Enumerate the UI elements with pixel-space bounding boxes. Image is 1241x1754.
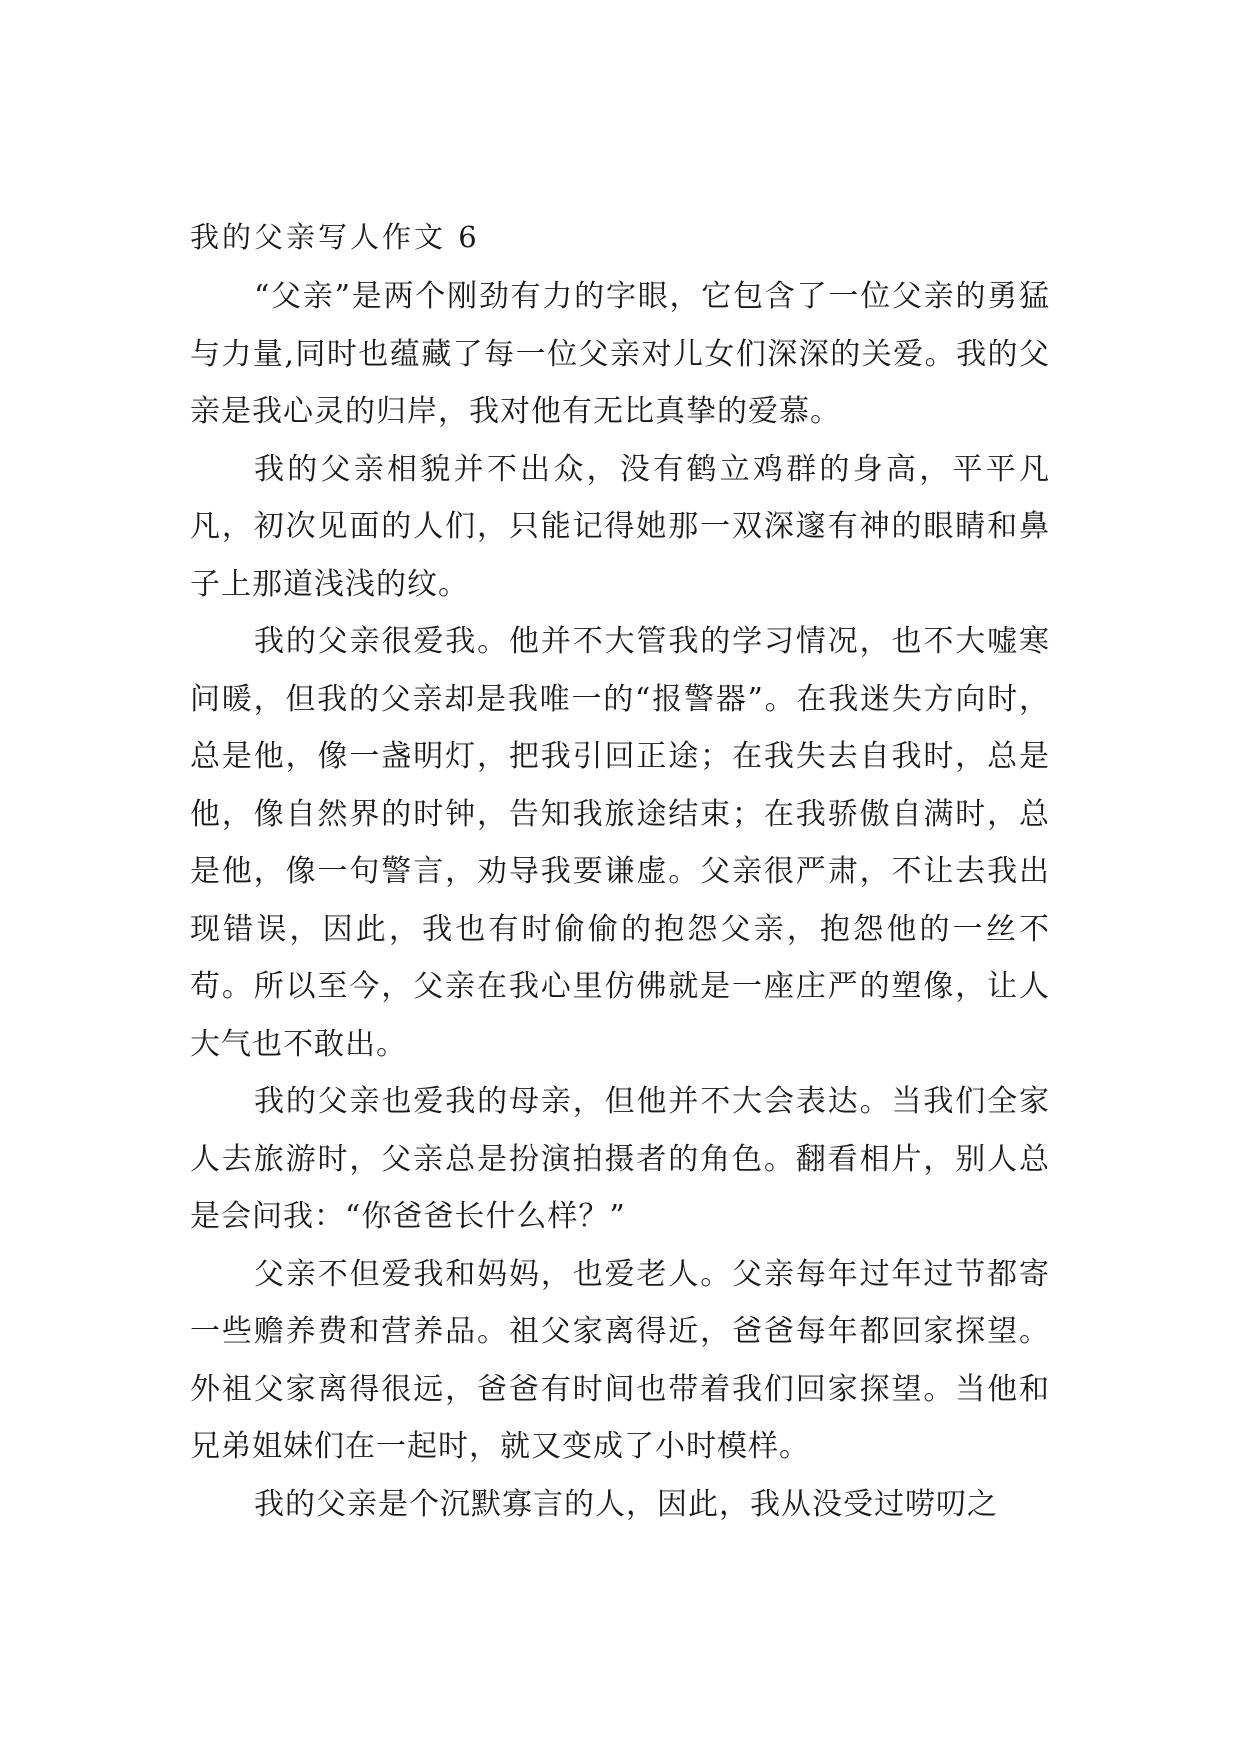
paragraph-5: 父亲不但爱我和妈妈，也爱老人。父亲每年过年过节都寄一些赡养费和营养品。祖父家离得近，爸爸每年都回家探望。外祖父家离得很远，爸爸有时间也带着我们回家探望。当他和兄弟姐妹们在一起时，就又变成了小时模样。 <box>190 1256 1050 1464</box>
paragraph-2: 我的父亲相貌并不出众，没有鹤立鸡群的身高，平平凡凡，初次见面的人们，只能记得她那一双深邃有神的眼睛和鼻子上那道浅浅的纹。 <box>190 451 1050 602</box>
document-title: 我的父亲写人作文 6 <box>190 220 480 254</box>
paragraph-3: 我的父亲很爱我。他并不大管我的学习情况，也不大嘘寒问暖，但我的父亲却是我唯一的“报警器”。在我迷失方向时，总是他，像一盏明灯，把我引回正途；在我失去自我时，总是他，像自然界的时钟，告知我旅途结束；在我骄傲自满时，总是他，像一句警言，劝导我要谦虚。父亲很严肃，不让去我出现错误，因此，我也有时偷偷的抱怨父亲，抱怨他的一丝不苟。所以至今，父亲在我心里仿佛就是一座庄严的塑像，让人大气也不敢出。 <box>190 624 1050 1062</box>
document-page <box>190 218 1050 1533</box>
paragraph-6: 我的父亲是个沉默寡言的人，因此，我从没受过唠叨之 <box>254 1486 998 1522</box>
paragraph-1: “父亲”是两个刚劲有力的字眼，它包含了一位父亲的勇猛与力量,同时也蕴藏了每一位父亲对儿女们深深的关爱。我的父亲是我心灵的归岸，我对他有无比真挚的爱慕。 <box>190 279 1050 429</box>
paragraph-4: 我的父亲也爱我的母亲，但他并不大会表达。当我们全家人去旅游时，父亲总是扮演拍摄者的角色。翻看相片，别人总是会问我：“你爸爸长什么样？” <box>190 1084 1050 1234</box>
